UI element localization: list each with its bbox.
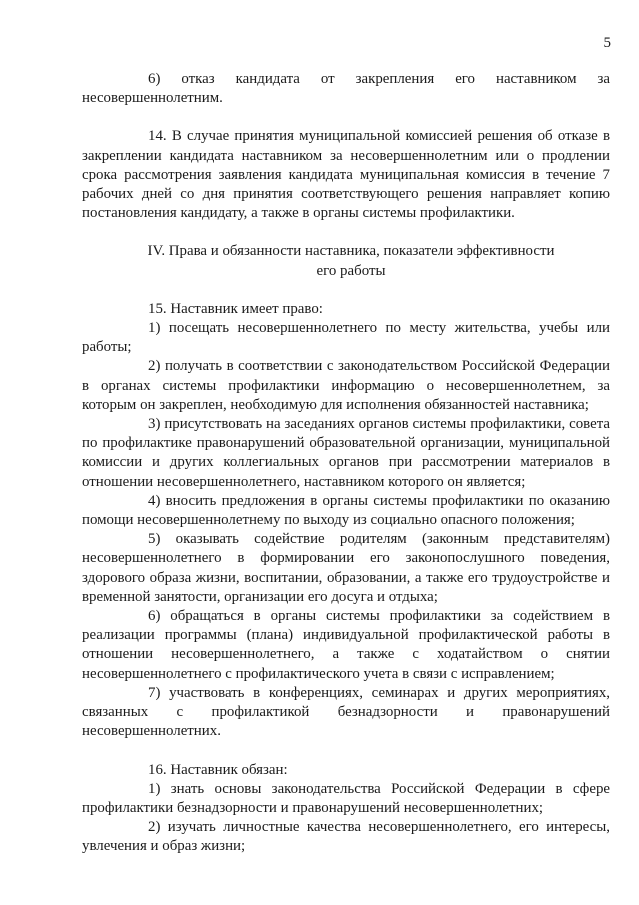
section-heading-line2: его работы (316, 262, 386, 279)
paragraph-item-6: 6) отказ кандидата от закрепления его наставником за несовершеннолетним. (82, 71, 610, 107)
spacer (82, 742, 610, 761)
spacer (82, 108, 610, 127)
paragraph-14: 14. В случае принятия муниципальной комиссией решения об отказе в закреплении кандидата наставником за несовершеннолетним или о продлении срока рассмотрения заявления кандидата муниципальная комиссия в течение 7 рабочих дней со дня принятия соответствующего решения направляет копию постановления кандидату, а также в органы системы профилактики. (82, 128, 610, 222)
page-number: 5 (603, 35, 611, 51)
spacer (82, 223, 610, 242)
right-item-6: 6) обращаться в органы системы профилактики за содействием в реализации программы (плана) индивидуальной профилактической работы в отношении несовершеннолетнего, а также с ходатайством о снятии несовершеннолетнего с профилактического учета в связи с исправлением; (82, 608, 610, 682)
document-body (82, 70, 610, 857)
right-item-7: 7) участвовать в конференциях, семинарах и других мероприятиях, связанных с профилактикой безнадзорности и правонарушений несовершеннолетних. (82, 684, 610, 740)
duty-item-1: 1) знать основы законодательства Российской Федерации в сфере профилактики безнадзорности и правонарушений несовершеннолетних; (82, 780, 610, 816)
right-item-2: 2) получать в соответствии с законодательством Российской Федерации в органах системы профилактики информацию о несовершеннолетнем, за которым он закреплен, необходимую для исполнения обязанностей наставника; (82, 358, 610, 413)
paragraph-15-intro: 15. Наставник имеет право: (148, 300, 323, 317)
right-item-5: 5) оказывать содействие родителям (законным представителям) несовершеннолетнего в формировании его законопослушного поведения, здорового образа жизни, воспитании, образовании, а также его трудоустройстве и временной занятости, организации его досуга и отдыха; (82, 531, 610, 605)
section-heading (82, 242, 610, 280)
right-item-1: 1) посещать несовершеннолетнего по месту жительства, учебы или работы; (82, 320, 610, 356)
right-item-4: 4) вносить предложения в органы системы профилактики по оказанию помощи несовершеннолетнему по выходу из социально опасного положения; (82, 492, 610, 529)
right-item-3: 3) присутствовать на заседаниях органов системы профилактики, совета по профилактике правонарушений образовательной организации, муниципальной комиссии и других коллегиальных органов при рассмотрении материалов в отношении несовершеннолетнего, наставником которого он является; (82, 416, 610, 490)
paragraph-16-intro: 16. Наставник обязан: (148, 761, 288, 778)
spacer (82, 281, 610, 300)
section-heading-line1: IV. Права и обязанности наставника, показатели эффективности (147, 243, 555, 260)
duty-item-2: 2) изучать личностные качества несовершеннолетнего, его интересы, увлечения и образ жизни; (82, 819, 610, 855)
